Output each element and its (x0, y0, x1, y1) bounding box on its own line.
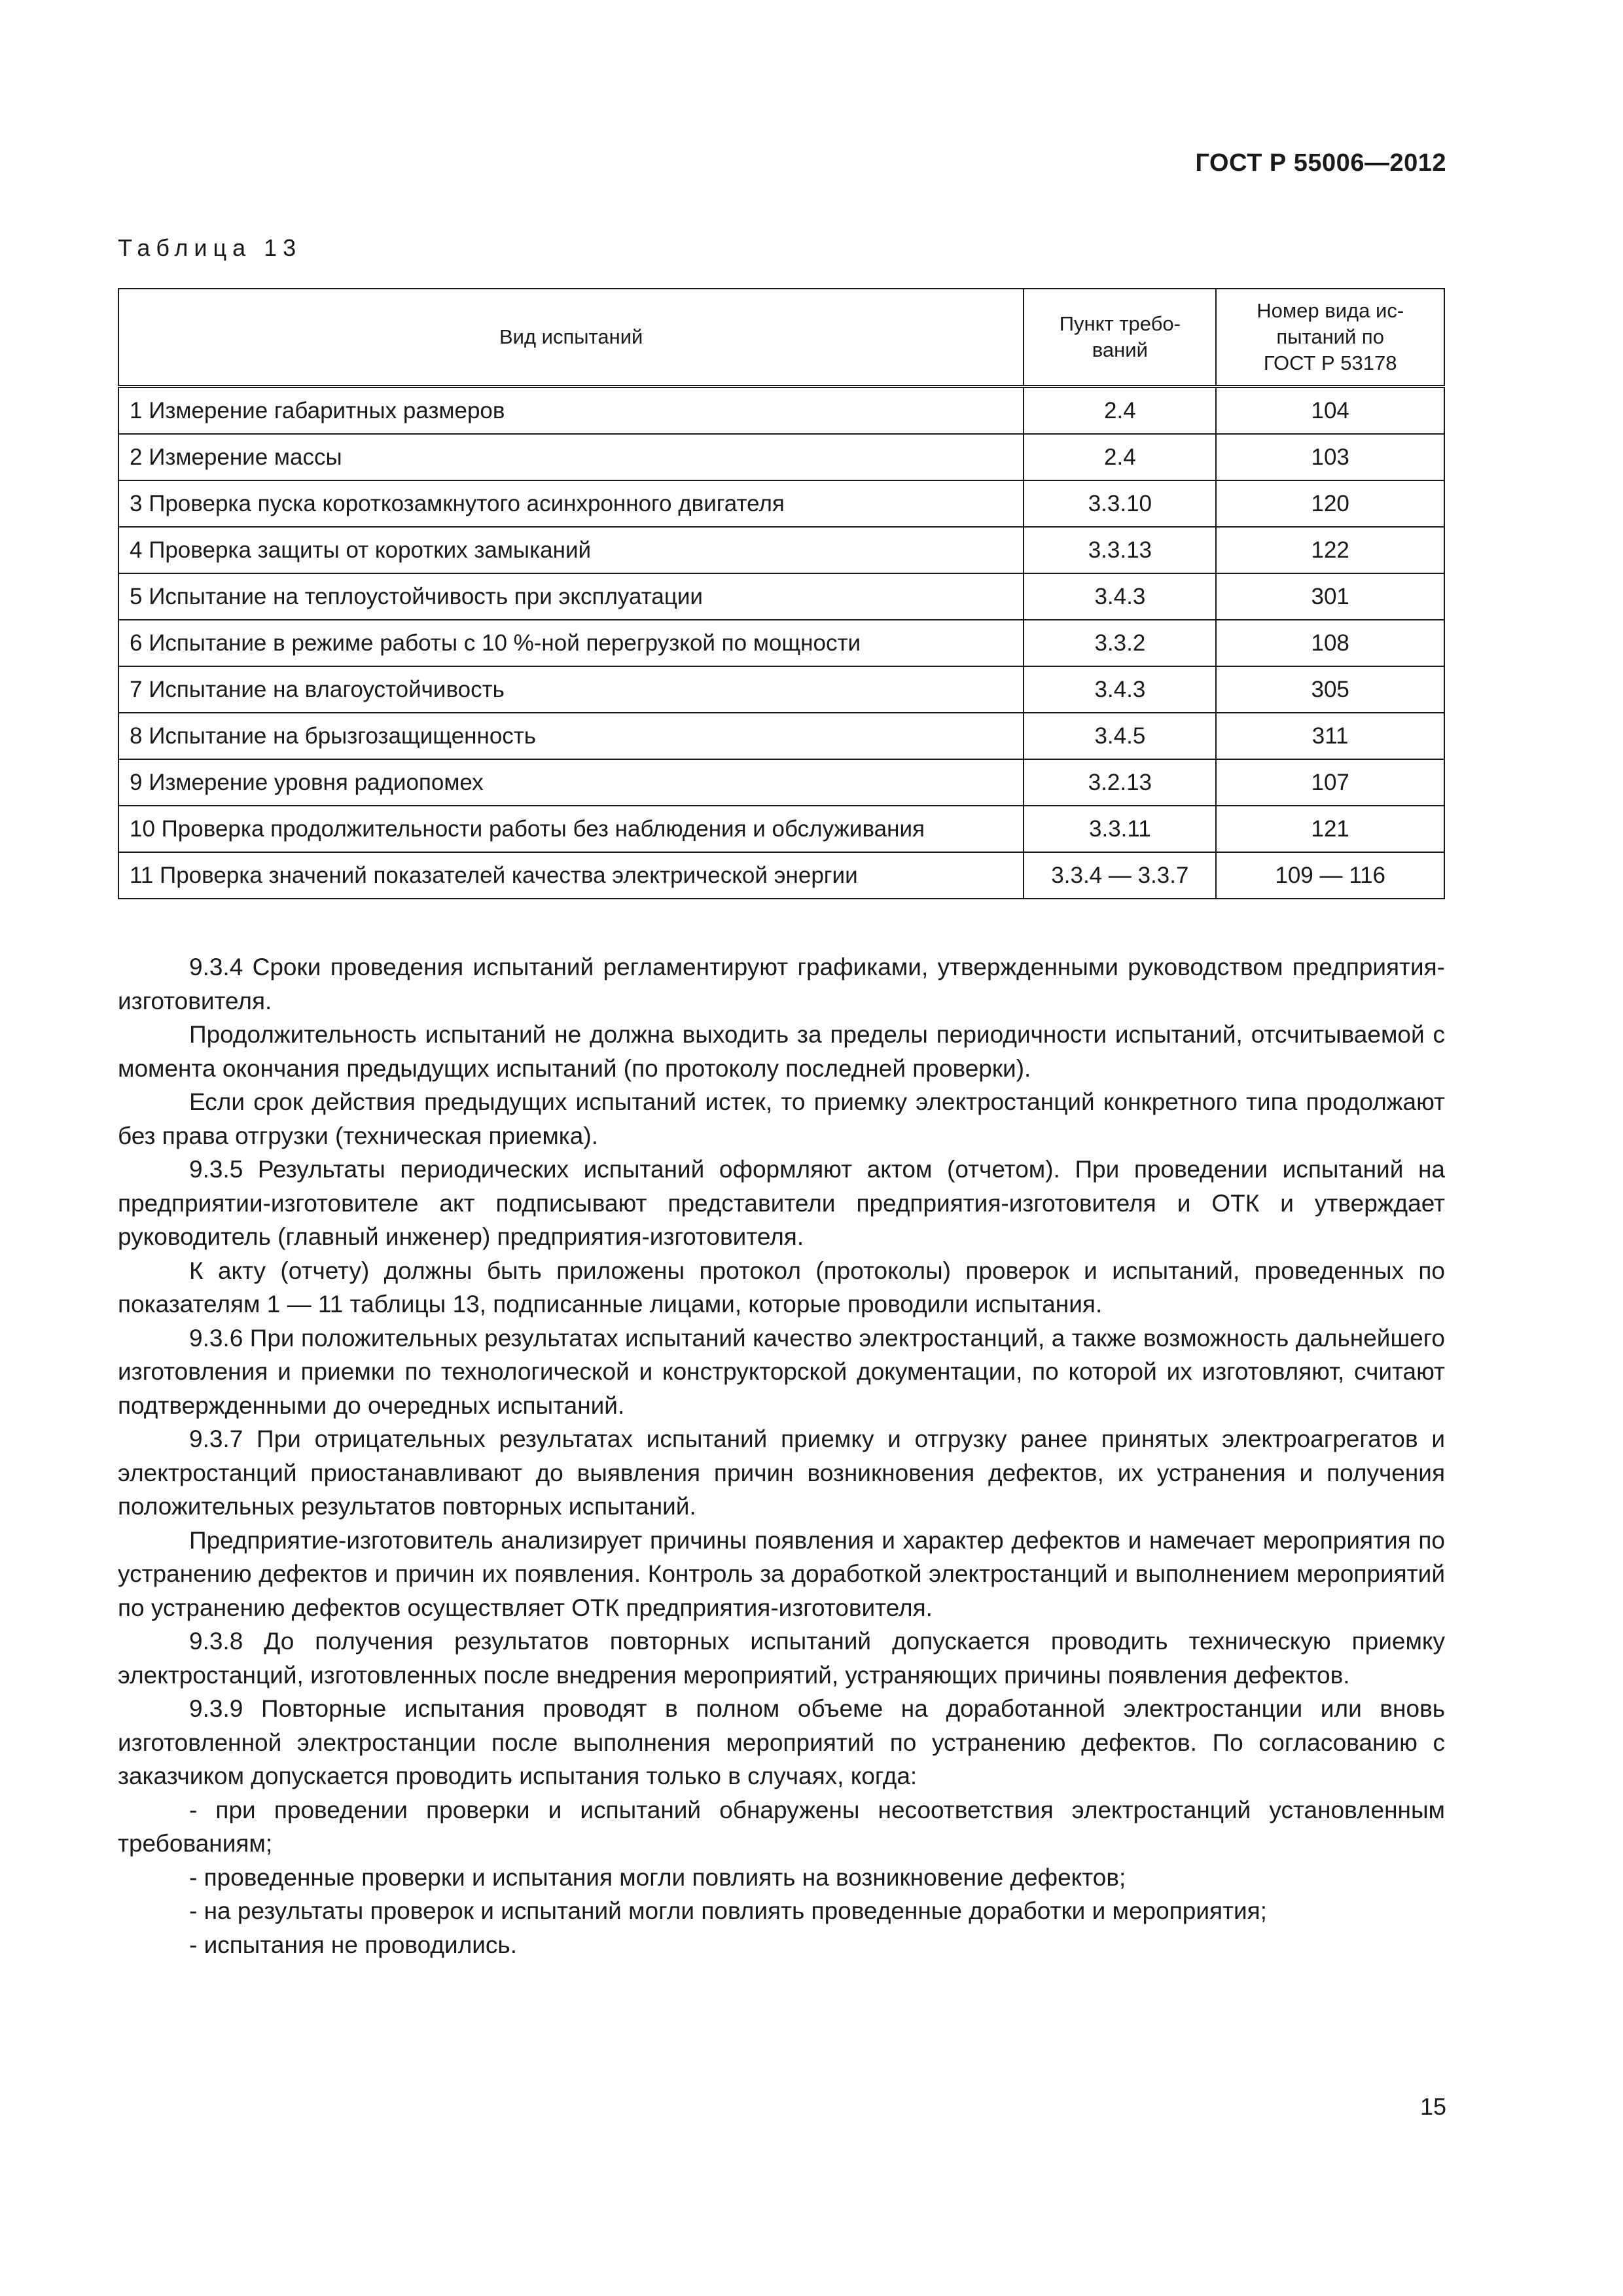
table-row (118, 852, 1444, 899)
table-row (118, 713, 1444, 759)
header-clause-line: Пункт требо- (1059, 312, 1181, 335)
paragraph: 9.3.6 При положительных результатах испытаний качество электростанций, а также возможность дальнейшего изготовления и приемки по технологической и конструкторской документации, по которой их изготовляют, считают подтвержденными до очередных испытаний. (118, 1324, 1445, 1419)
header-test-number (1216, 289, 1444, 387)
cell-test-name: 2 Измерение массы (118, 434, 1024, 480)
cell-test-number: 311 (1216, 713, 1444, 759)
tests-table (118, 288, 1445, 899)
cell-test-number: 107 (1216, 759, 1444, 806)
cell-test-name: 8 Испытание на брызгозащищенность (118, 713, 1024, 759)
header-clause (1024, 289, 1216, 387)
cell-clause: 3.2.13 (1024, 759, 1216, 806)
header-test-number-line: пытаний по (1276, 325, 1384, 348)
document-code: ГОСТ Р 55006—2012 (1195, 149, 1446, 177)
cell-clause: 3.3.4 — 3.3.7 (1024, 852, 1216, 899)
paragraph: 9.3.9 Повторные испытания проводят в полном объеме на доработанной электростанции или вновь изготовленной электростанции после выполнения мероприятий по устранению дефектов. По согласованию с заказчиком допускается проводить испытания только в случаях, когда: (118, 1695, 1445, 1789)
paragraph: Продолжительность испытаний не должна выходить за пределы периодичности испытаний, отсчитываемой с момента окончания предыдущих испытаний (по протоколу последней проверки). (118, 1021, 1445, 1082)
table-row (118, 573, 1444, 620)
list-item: - испытания не проводились. (189, 1931, 517, 1958)
header-clause-line: ваний (1092, 338, 1148, 361)
table-row (118, 480, 1444, 527)
paragraph: 9.3.4 Сроки проведения испытаний регламентируют графиками, утвержденными руководством предприятия-изготовителя. (118, 954, 1445, 1014)
cell-test-name: 3 Проверка пуска короткозамкнутого асинхронного двигателя (118, 480, 1024, 527)
cell-test-name: 6 Испытание в режиме работы с 10 %-ной перегрузкой по мощности (118, 620, 1024, 666)
header-test-number-line: Номер вида ис- (1257, 298, 1404, 322)
header-test-type: Вид испытаний (118, 289, 1024, 387)
cell-test-name: 10 Проверка продолжительности работы без наблюдения и обслуживания (118, 806, 1024, 852)
cell-clause: 3.3.2 (1024, 620, 1216, 666)
cell-test-number: 120 (1216, 480, 1444, 527)
paragraph: 9.3.5 Результаты периодических испытаний оформляют актом (отчетом). При проведении испытаний на предприятии-изготовителе акт подписывают представители предприятия-изготовителя и ОТК и утверждает руководитель (главный инженер) предприятия-изготовителя. (118, 1156, 1445, 1250)
cell-test-number: 122 (1216, 527, 1444, 573)
table-caption: Таблица 13 (118, 234, 302, 261)
cell-test-name: 1 Измерение габаритных размеров (118, 387, 1024, 435)
cell-test-number: 104 (1216, 387, 1444, 435)
paragraph: 9.3.8 До получения результатов повторных испытаний допускается проводить техническую приемку электростанций, изготовленных после внедрения мероприятий, устраняющих причины появления дефектов. (118, 1628, 1445, 1689)
cell-test-number: 103 (1216, 434, 1444, 480)
paragraph: Если срок действия предыдущих испытаний истек, то приемку электростанций конкретного типа продолжают без права отгрузки (техническая приемка). (118, 1088, 1445, 1149)
page-number: 15 (1419, 2093, 1446, 2120)
cell-test-number: 121 (1216, 806, 1444, 852)
cell-clause: 3.3.11 (1024, 806, 1216, 852)
cell-test-name: 4 Проверка защиты от коротких замыканий (118, 527, 1024, 573)
cell-test-number: 301 (1216, 573, 1444, 620)
cell-clause: 3.4.5 (1024, 713, 1216, 759)
table-row (118, 527, 1444, 573)
cell-test-name: 5 Испытание на теплоустойчивость при эксплуатации (118, 573, 1024, 620)
table-header-row (118, 289, 1444, 387)
cell-clause: 2.4 (1024, 434, 1216, 480)
body-text (118, 950, 1445, 1962)
header-test-number-line: ГОСТ Р 53178 (1263, 351, 1397, 375)
table-row (118, 620, 1444, 666)
table-row (118, 759, 1444, 806)
cell-test-name: 9 Измерение уровня радиопомех (118, 759, 1024, 806)
paragraph: Предприятие-изготовитель анализирует причины появления и характер дефектов и намечает мероприятия по устранению дефектов и причин их появления. Контроль за доработкой электростанций и выполнением мероприятий по устранению дефектов осуществляет ОТК предприятия-изготовителя. (118, 1526, 1445, 1621)
table-row (118, 434, 1444, 480)
cell-clause: 2.4 (1024, 387, 1216, 435)
cell-test-number: 109 — 116 (1216, 852, 1444, 899)
cell-clause: 3.3.10 (1024, 480, 1216, 527)
table-row (118, 806, 1444, 852)
cell-test-name: 11 Проверка значений показателей качества электрической энергии (118, 852, 1024, 899)
paragraph: К акту (отчету) должны быть приложены протокол (протоколы) проверок и испытаний, проведенных по показателям 1 — 11 таблицы 13, подписанные лицами, которые проводили испытания. (118, 1257, 1445, 1318)
list-item: - при проведении проверки и испытаний обнаружены несоответствия электростанций установленным требованиям; (118, 1796, 1445, 1857)
cell-test-name: 7 Испытание на влагоустойчивость (118, 666, 1024, 713)
table-row (118, 666, 1444, 713)
cell-test-number: 108 (1216, 620, 1444, 666)
cell-clause: 3.3.13 (1024, 527, 1216, 573)
table-row (118, 387, 1444, 435)
list-item: - проведенные проверки и испытания могли повлиять на возникновение дефектов; (189, 1863, 1126, 1891)
cell-clause: 3.4.3 (1024, 666, 1216, 713)
paragraph: 9.3.7 При отрицательных результатах испытаний приемку и отгрузку ранее принятых электроагрегатов и электростанций приостанавливают до выявления причин возникновения дефектов, их устранения и получения положительных результатов повторных испытаний. (118, 1426, 1445, 1520)
list-item: - на результаты проверок и испытаний могли повлиять проведенные доработки и мероприятия; (189, 1897, 1267, 1924)
cell-clause: 3.4.3 (1024, 573, 1216, 620)
cell-test-number: 305 (1216, 666, 1444, 713)
